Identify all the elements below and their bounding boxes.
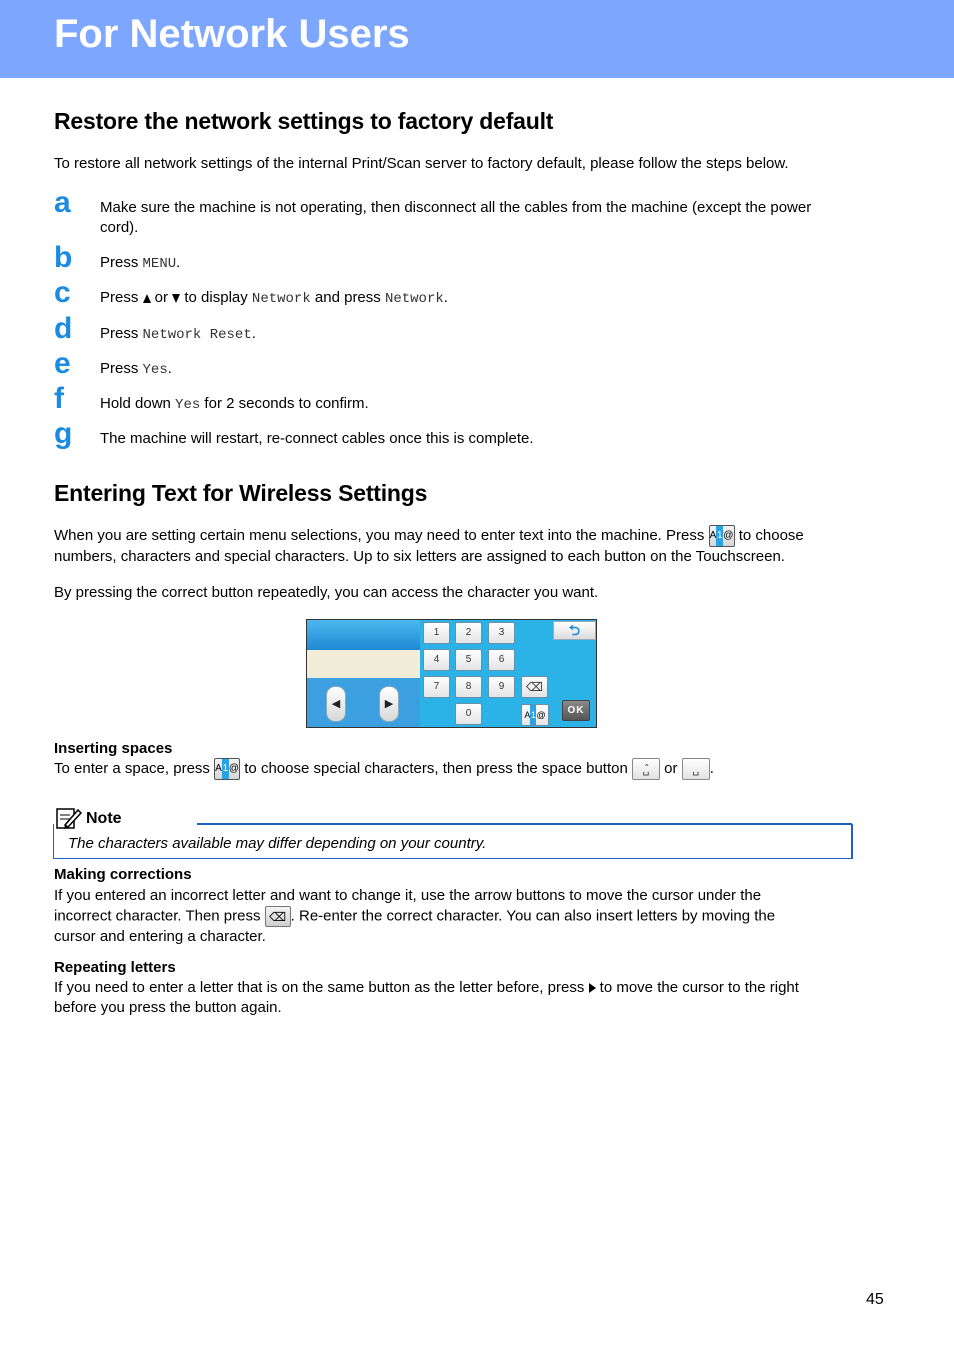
right-arrow-button[interactable]: ▶ <box>379 686 399 722</box>
wireless-para-1: When you are setting certain menu selections, you may need to enter text into the machine. Press A1@ to choose numbers, characters and special characters. Up to six letters are assigned to each button on the Touchscreen. <box>54 526 804 565</box>
note-title: Note <box>86 810 122 827</box>
key-1[interactable]: 1 <box>423 622 450 644</box>
inserting-spaces-text: To enter a space, press A1@ to choose special characters, then press the space button ␣̂ or ␣ . <box>54 758 874 780</box>
down-arrow-icon <box>172 294 180 303</box>
ok-button[interactable]: OK <box>562 700 590 721</box>
step-e <box>54 347 854 389</box>
note-text: The characters available may differ depending on your country. <box>68 835 487 852</box>
yes-code: Yes <box>175 397 201 413</box>
key-7[interactable]: 7 <box>423 676 450 698</box>
key-9[interactable]: 9 <box>488 676 515 698</box>
repeating-letters-text: If you need to enter a letter that is on the same button as the letter before, press to move the cursor to the right before you press the button again. <box>54 979 799 1016</box>
yes-code: Yes <box>142 362 168 378</box>
step-text: The machine will restart, re-connect cables once this is complete. <box>100 430 534 447</box>
section-heading-wireless: Entering Text for Wireless Settings <box>54 480 428 506</box>
backspace-icon: ⌫ <box>265 906 291 927</box>
key-5[interactable]: 5 <box>455 649 482 671</box>
key-2[interactable]: 2 <box>455 622 482 644</box>
a1-symbol-key-icon: A1@ <box>709 525 735 547</box>
section-heading-restore: Restore the network settings to factory default <box>54 108 554 134</box>
text-entry-panel <box>307 620 420 727</box>
step-text: Press or to display Network and press Network. <box>100 289 448 307</box>
wireless-para-2: By pressing the correct button repeatedly, you can access the character you want. <box>54 584 599 601</box>
back-button[interactable]: ⮌ <box>553 621 596 640</box>
space-button-icon: ␣̂ <box>632 758 660 780</box>
inserting-spaces-heading: Inserting spaces <box>54 740 173 757</box>
step-text: Press MENU. <box>100 254 181 272</box>
network-code: Network <box>251 291 311 307</box>
page-banner <box>0 0 954 78</box>
touchscreen-keypad-illustration <box>306 619 597 728</box>
key-3[interactable]: 3 <box>488 622 515 644</box>
step-letter: b <box>54 241 73 274</box>
key-6[interactable]: 6 <box>488 649 515 671</box>
step-letter: d <box>54 312 73 345</box>
right-arrow-icon <box>589 983 596 993</box>
space-button-icon: ␣ <box>682 758 710 780</box>
a1-symbol-key[interactable]: A1@ <box>521 704 549 726</box>
step-letter: g <box>54 417 73 450</box>
page-title: For Network Users <box>54 12 410 56</box>
step-letter: c <box>54 276 71 309</box>
a1-symbol-key-icon: A1@ <box>214 758 240 780</box>
step-text: Press Network Reset. <box>100 325 256 343</box>
step-b <box>54 241 854 283</box>
step-f <box>54 382 854 424</box>
backspace-key[interactable]: ⌫ <box>521 676 548 698</box>
step-g <box>54 417 854 459</box>
step-letter: f <box>54 382 64 415</box>
key-4[interactable]: 4 <box>423 649 450 671</box>
key-0[interactable]: 0 <box>455 703 482 725</box>
step-d <box>54 312 854 354</box>
page-number: 45 <box>866 1291 884 1308</box>
step-letter: a <box>54 186 71 219</box>
making-corrections-text: If you entered an incorrect letter and want to change it, use the arrow buttons to move the cursor under the incorrect character. Then press ⌫ . Re-enter the correct character. You can also insert letters by moving the cursor and entering a character. <box>54 887 776 945</box>
network-reset-code: Network Reset <box>142 327 252 343</box>
title-bar <box>307 620 420 650</box>
step-text: Make sure the machine is not operating, then disconnect all the cables from the machine (except the power cord). <box>100 199 812 236</box>
network-code: Network <box>384 291 444 307</box>
up-arrow-icon <box>143 294 151 303</box>
step-letter: e <box>54 347 71 380</box>
menu-code: MENU <box>142 256 177 272</box>
step-c <box>54 276 854 318</box>
text-input-field[interactable] <box>307 650 420 678</box>
step-text: Hold down Yes for 2 seconds to confirm. <box>100 395 369 413</box>
key-8[interactable]: 8 <box>455 676 482 698</box>
making-corrections-heading: Making corrections <box>54 866 192 883</box>
section-intro: To restore all network settings of the internal Print/Scan server to factory default, please follow the steps below. <box>54 155 789 172</box>
step-text: Press Yes. <box>100 360 172 378</box>
step-a <box>54 186 854 238</box>
repeating-letters-heading: Repeating letters <box>54 959 176 976</box>
left-arrow-button[interactable]: ◀ <box>326 686 346 722</box>
